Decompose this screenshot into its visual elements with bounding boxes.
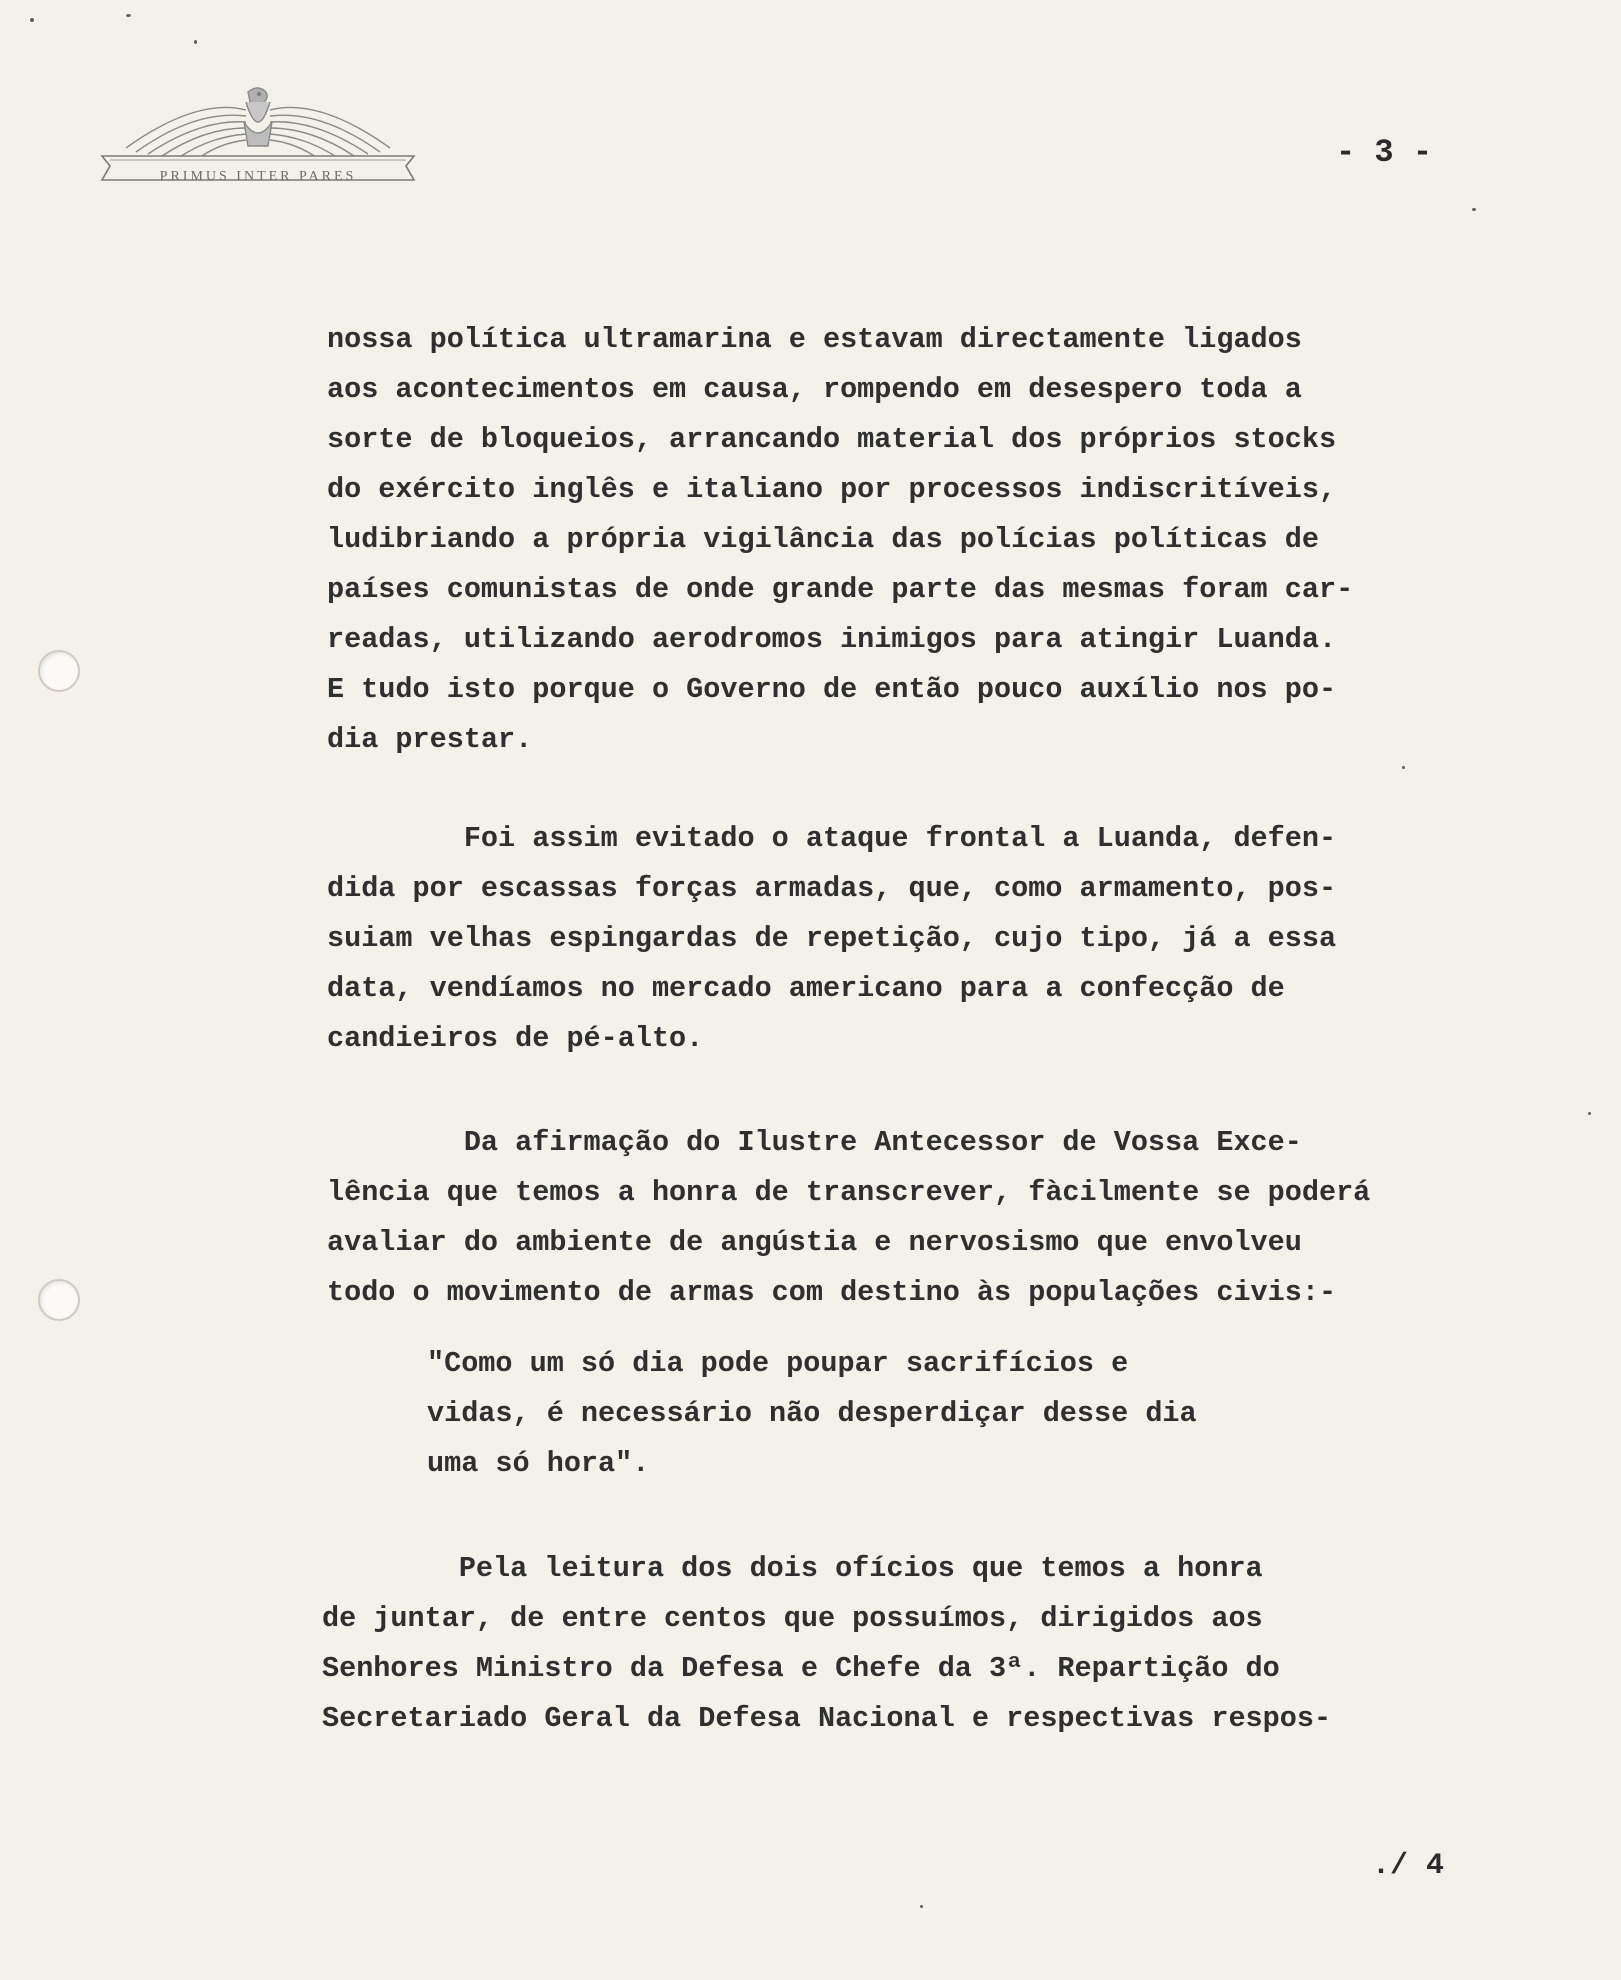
paper-speck — [1472, 208, 1476, 211]
paper-speck — [126, 14, 131, 17]
page-number: - 3 - — [1336, 134, 1433, 171]
paragraph-3: Da afirmação do Ilustre Antecessor de Vossa Exce- lência que temos a honra de transcrever, fàcilmente se poderá avaliar do ambiente de angústia e nervosismo que envolveu todo o movimento de armas com destino às populações civis:- — [327, 1126, 1371, 1309]
paper-speck — [1402, 766, 1405, 769]
paper-speck — [1588, 1112, 1591, 1115]
punch-hole-bottom — [38, 1279, 80, 1321]
punch-hole-top — [38, 650, 80, 692]
paragraph-2: Foi assim evitado o ataque frontal a Luanda, defen- dida por escassas forças armadas, que, como armamento, pos- suiam velhas espingardas de repetição, cujo tipo, já a essa data, vendíamos no mercado americano para a confecção de candieiros de pé-alto. — [327, 822, 1337, 1055]
letterhead-motto: PRIMUS INTER PARES — [159, 169, 357, 184]
paper-speck — [30, 18, 34, 22]
letterhead-logo — [96, 82, 420, 202]
paragraph-4: Pela leitura dos dois ofícios que temos a honra de juntar, de entre centos que possuímos, dirigidos aos Senhores Ministro da Defesa e Chefe da 3ª. Repartição do Secretariado Geral da Defesa Nacional e respectivas respos- — [322, 1552, 1332, 1735]
paper-speck — [920, 1905, 923, 1908]
paragraph-1: nossa política ultramarina e estavam directamente ligados aos acontecimentos em causa, rompendo em desespero toda a sorte de bloqueios, arrancando material dos próprios stocks do exército inglês e italiano por processos indiscritíveis, ludibriando a própria vigilância das polícias políticas de países comunistas de onde grande parte das mesmas foram car- readas, utilizando aerodromos inimigos para atingir Luanda. E tudo isto porque o Governo de então pouco auxílio nos po- dia prestar. — [327, 323, 1354, 756]
continuation-mark: ./ 4 — [1372, 1849, 1445, 1883]
paper-speck — [194, 40, 197, 44]
block-quote: "Como um só dia pode poupar sacrifícios e vidas, é necessário não desperdiçar desse dia uma só hora". — [427, 1347, 1197, 1480]
